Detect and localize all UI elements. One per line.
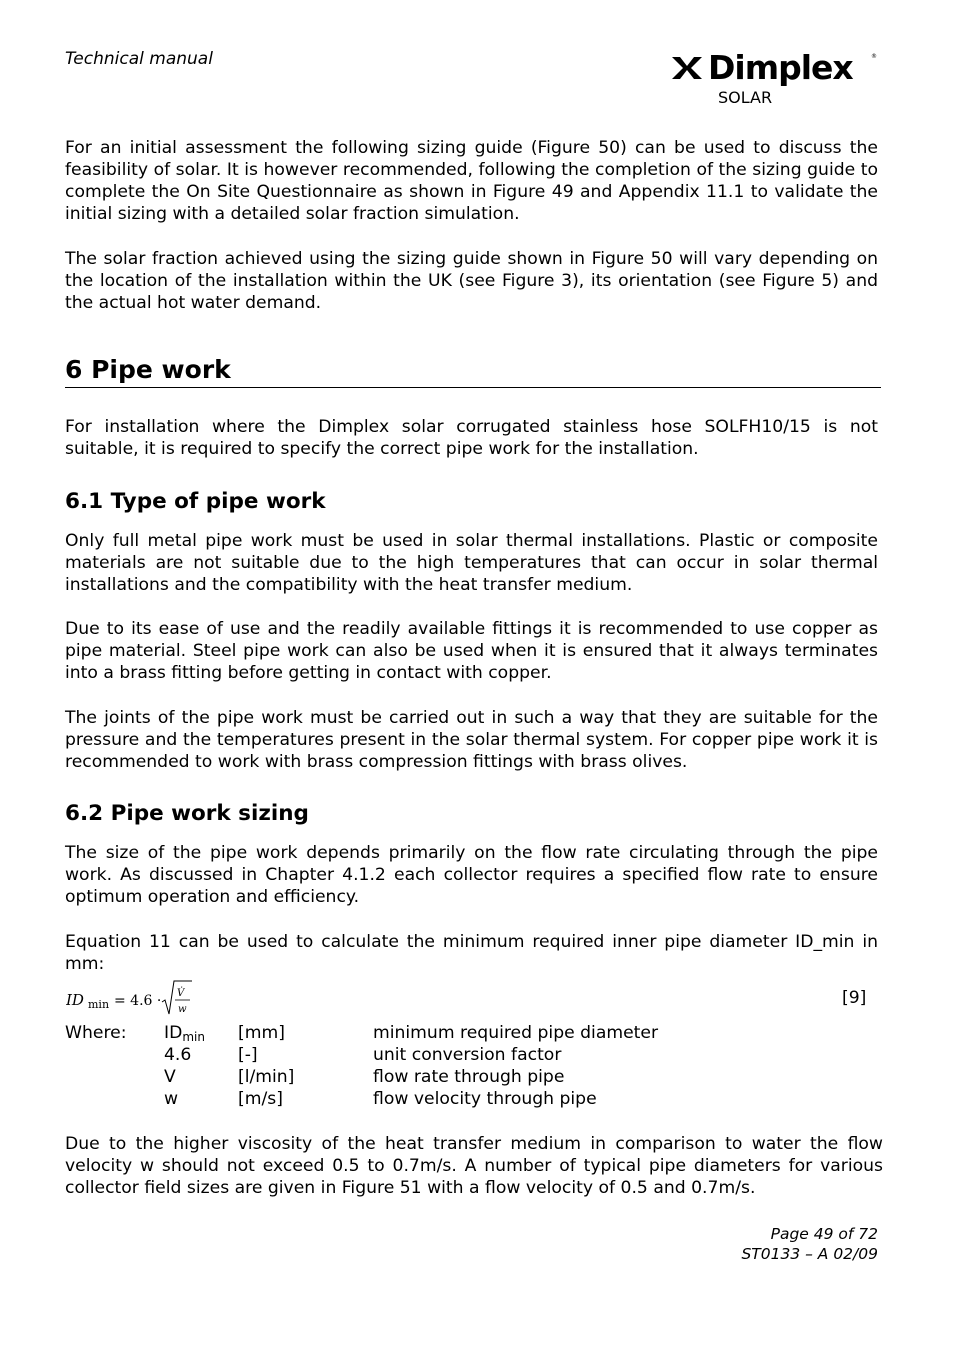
- intro-paragraph-1: For an initial assessment the following sizing guide (Figure 50) can be used to discuss the feasibility of solar. It is however recommended, following the completion of the sizing guide to complete the On Site Questionnaire as shown in Figure 49 and Appendix 11.1 to validate the initial sizing with a detailed solar fraction simulation.: [65, 138, 878, 224]
- page-footer: [741, 1224, 878, 1264]
- variable-description: minimum required pipe diameter: [373, 1023, 659, 1043]
- equation-lhs: ID: [66, 991, 84, 1009]
- variable-symbol: V: [164, 1067, 176, 1087]
- variable-description: flow velocity through pipe: [373, 1089, 597, 1109]
- variable-unit: [-]: [238, 1045, 258, 1065]
- variable-description: flow rate through pipe: [373, 1067, 565, 1087]
- equation-lhs-sub: min: [88, 998, 110, 1011]
- logo-subtitle: SOLAR: [718, 88, 773, 107]
- dimplex-logo-mark-icon: [670, 55, 704, 81]
- variable-descriptions: [373, 1022, 658, 1110]
- dimplex-logo: [670, 48, 880, 88]
- variable-symbol: $ID_{min}$: [164, 1023, 205, 1044]
- section-6-2-paragraph-2: Equation 11 can be used to calculate the minimum required inner pipe diameter ID_min in mm:: [65, 932, 878, 974]
- section-6-1-paragraph-2: Due to its ease of use and the readily available fittings it is recommended to use copper as pipe material. Steel pipe work can also be used when it is ensured that it always terminates into a brass fitting before getting in contact with copper.: [65, 619, 878, 683]
- equation-number: [9]: [842, 988, 867, 1008]
- variable-symbol: w: [164, 1089, 179, 1109]
- section-6-paragraph: For installation where the Dimplex solar corrugated stainless hose SOLFH10/15 is not suitable, it is required to specify the correct pipe work for the installation.: [65, 417, 878, 459]
- section-6-2-paragraph-1: The size of the pipe work depends primarily on the flow rate circulating through the pipe work. As discussed in Chapter 4.1.2 each collector requires a specified flow rate to ensure optimum operation and efficiency.: [65, 843, 878, 907]
- equation-numerator: V̇: [177, 988, 185, 999]
- variable-description: unit conversion factor: [373, 1045, 562, 1065]
- section-6-2-heading: 6.2 Pipe work sizing: [65, 801, 309, 826]
- variable-unit: [l/min]: [238, 1067, 295, 1087]
- variable-units: [238, 1022, 294, 1110]
- variable-unit: [m/s]: [238, 1089, 283, 1109]
- document-type: Technical manual: [65, 49, 213, 69]
- page-number: Page 49 of 72: [770, 1225, 878, 1243]
- equation-pipe-diameter: [66, 978, 206, 1018]
- equation-denominator: w: [178, 1004, 187, 1015]
- section-6-heading: 6 Pipe work: [65, 355, 881, 388]
- where-label: Where:: [65, 1023, 127, 1043]
- section-6-1-paragraph-3: The joints of the pipe work must be carried out in such a way that they are suitable for the pressure and the temperatures present in the solar thermal system. For copper pipe work it is recommended to work with brass compression fittings with brass olives.: [65, 708, 878, 772]
- document-reference: ST0133 – A 02/09: [741, 1245, 878, 1263]
- variable-symbols: [164, 1022, 205, 1110]
- variable-symbol: 4.6: [164, 1045, 192, 1065]
- intro-paragraph-2: The solar fraction achieved using the sizing guide shown in Figure 50 will vary depending on the location of the installation within the UK (see Figure 3), its orientation (see Figure 5) and the actual hot water demand.: [65, 249, 878, 313]
- trademark-mark: ®: [871, 53, 877, 60]
- logo-wordmark: Dimplex: [708, 48, 853, 87]
- equation-factor: = 4.6 ·: [114, 993, 162, 1009]
- section-6-1-heading: 6.1 Type of pipe work: [65, 489, 326, 514]
- section-6-1-paragraph-1: Only full metal pipe work must be used in solar thermal installations. Plastic or composite materials are not suitable due to the high temperatures that can occur in solar thermal installations and the compatibility with the heat transfer medium.: [65, 531, 878, 595]
- variable-unit: [mm]: [238, 1023, 285, 1043]
- section-6-2-paragraph-3: Due to the higher viscosity of the heat transfer medium in comparison to water the flow velocity w should not exceed 0.5 to 0.7m/s. A number of typical pipe diameters for various collector field sizes are given in Figure 51 with a flow velocity of 0.5 and 0.7m/s.: [65, 1134, 883, 1198]
